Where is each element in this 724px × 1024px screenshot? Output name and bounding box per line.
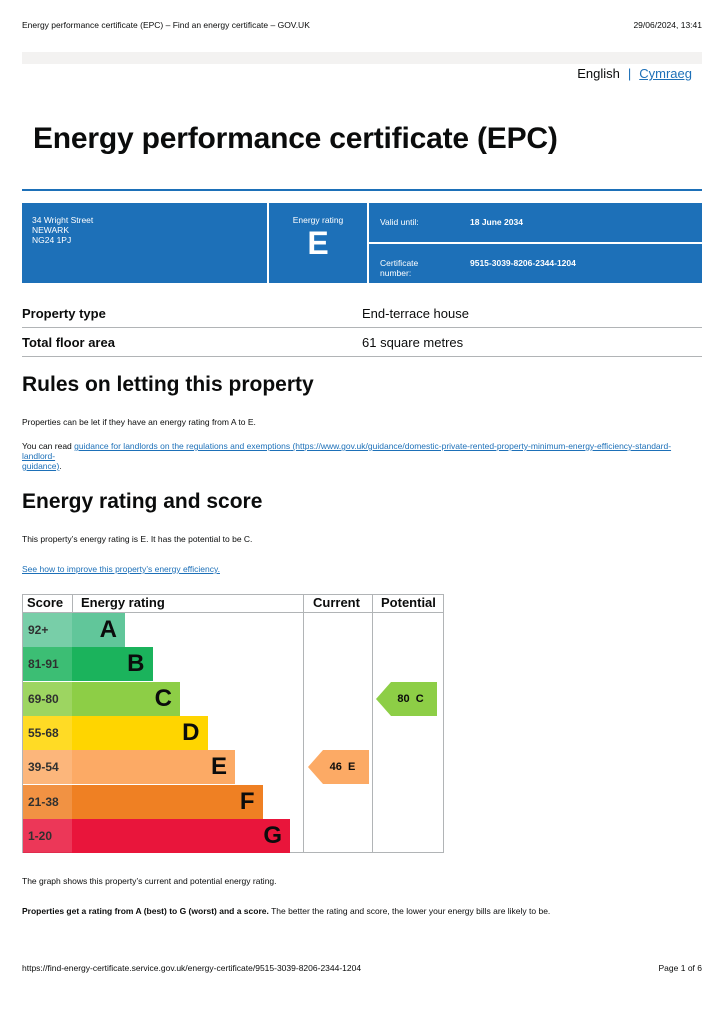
guidance-suffix: . bbox=[59, 461, 62, 471]
address-line-1: 34 Wright Street bbox=[32, 215, 94, 225]
print-datetime: 29/06/2024, 13:41 bbox=[633, 20, 702, 30]
band-letter: C bbox=[154, 684, 172, 712]
summary-key: Property type bbox=[22, 306, 106, 321]
band-letter: G bbox=[263, 821, 282, 849]
guidance-prefix: You can read bbox=[22, 441, 75, 451]
potential-rating-arrow bbox=[376, 682, 437, 716]
improve-efficiency-link[interactable]: See how to improve this property’s energy efficiency. bbox=[22, 564, 220, 574]
current-rating-arrow-label: 46 E bbox=[329, 761, 356, 774]
band-score-range: 1-20 bbox=[23, 819, 72, 853]
chart-header-score: Score bbox=[27, 595, 64, 610]
language-english: English bbox=[577, 66, 620, 81]
language-separator: | bbox=[627, 66, 632, 81]
band-bar bbox=[72, 682, 180, 716]
improve-efficiency-paragraph bbox=[22, 564, 702, 574]
page-title: Energy performance certificate (EPC) bbox=[33, 122, 558, 155]
chart-header-current: Current bbox=[313, 595, 360, 610]
landlord-guidance-url: (https://www.gov.uk/guidance/domestic-private-rented-property-minimum-energy-efficiency-standard-landlord- bbox=[22, 441, 672, 461]
band-score-range: 55-68 bbox=[23, 716, 72, 750]
certificate-summary-box bbox=[22, 203, 702, 283]
potential-rating-arrow-label: 80 C bbox=[397, 692, 424, 705]
language-switcher bbox=[577, 66, 692, 81]
energy-rating-label: Energy rating bbox=[292, 215, 344, 225]
language-welsh-link[interactable]: Cymraeg bbox=[639, 66, 692, 81]
chart-header-potential: Potential bbox=[381, 595, 436, 610]
rating-explanation-bold: Properties get a rating from A (best) to G (worst) and a score. bbox=[22, 906, 269, 916]
energy-rating-heading: Energy rating and score bbox=[22, 490, 263, 513]
letting-heading: Rules on letting this property bbox=[22, 373, 314, 396]
valid-until-label: Valid until: bbox=[380, 217, 419, 227]
divider bbox=[369, 242, 702, 244]
band-letter: E bbox=[210, 753, 227, 781]
current-rating-arrow bbox=[308, 750, 369, 784]
header-bar bbox=[22, 52, 702, 64]
summary-key: Total floor area bbox=[22, 335, 115, 350]
band-bar bbox=[72, 647, 153, 681]
chart-header-energy-rating: Energy rating bbox=[81, 595, 165, 610]
band-score-range: 69-80 bbox=[23, 682, 72, 716]
band-bar bbox=[72, 613, 125, 647]
band-bar bbox=[72, 819, 290, 853]
address-line-3: NG24 1PJ bbox=[32, 235, 72, 245]
rating-summary-paragraph: This property’s energy rating is E. It has the potential to be C. bbox=[22, 534, 253, 544]
band-letter: D bbox=[182, 718, 200, 746]
landlord-guidance-url-cont: guidance) bbox=[22, 461, 60, 471]
energy-rating-letter: E bbox=[307, 225, 329, 261]
band-letter: F bbox=[239, 787, 255, 815]
property-summary-list bbox=[22, 299, 702, 357]
rating-explanation bbox=[22, 906, 702, 916]
chart-column-divider bbox=[372, 595, 373, 852]
summary-value: End-terrace house bbox=[362, 306, 469, 321]
energy-rating-chart bbox=[22, 594, 444, 853]
valid-until-value: 18 June 2034 bbox=[470, 217, 523, 227]
print-url: https://find-energy-certificate.service.gov.uk/energy-certificate/9515-3039-8206-2344-1204 bbox=[22, 963, 362, 973]
band-bar bbox=[72, 750, 235, 784]
letting-guidance-paragraph bbox=[22, 441, 702, 471]
band-score-range: 92+ bbox=[23, 613, 72, 647]
summary-row bbox=[22, 328, 702, 357]
band-bar bbox=[72, 785, 263, 819]
certificate-number-label-line-2: number: bbox=[380, 268, 412, 278]
certificate-number-label bbox=[380, 258, 418, 278]
title-divider bbox=[22, 189, 702, 191]
chart-column-divider bbox=[303, 595, 304, 852]
address-line-2: NEWARK bbox=[32, 225, 69, 235]
landlord-guidance-link-text: guidance for landlords on the regulations and exemptions bbox=[74, 441, 291, 451]
certificate-number-label-line-1: Certificate bbox=[380, 258, 419, 268]
print-page-title: Energy performance certificate (EPC) – Find an energy certificate – GOV.UK bbox=[22, 20, 310, 30]
graph-note: The graph shows this property’s current and potential energy rating. bbox=[22, 876, 277, 886]
chart-column-divider bbox=[72, 595, 73, 612]
summary-value: 61 square metres bbox=[362, 335, 464, 350]
property-address bbox=[32, 215, 93, 245]
band-score-range: 21-38 bbox=[23, 785, 72, 819]
print-header bbox=[22, 20, 702, 32]
letting-paragraph: Properties can be let if they have an energy rating from A to E. bbox=[22, 417, 256, 427]
band-score-range: 39-54 bbox=[23, 750, 72, 784]
summary-row bbox=[22, 299, 702, 328]
certificate-number-value: 9515-3039-8206-2344-1204 bbox=[470, 258, 576, 268]
band-bar bbox=[72, 716, 208, 750]
band-score-range: 81-91 bbox=[23, 647, 72, 681]
page-number: Page 1 of 6 bbox=[658, 963, 702, 973]
landlord-guidance-link[interactable] bbox=[22, 441, 671, 471]
rating-explanation-rest: The better the rating and score, the lower your energy bills are likely to be. bbox=[268, 906, 551, 916]
band-letter: A bbox=[99, 616, 117, 643]
band-letter: B bbox=[127, 650, 145, 678]
